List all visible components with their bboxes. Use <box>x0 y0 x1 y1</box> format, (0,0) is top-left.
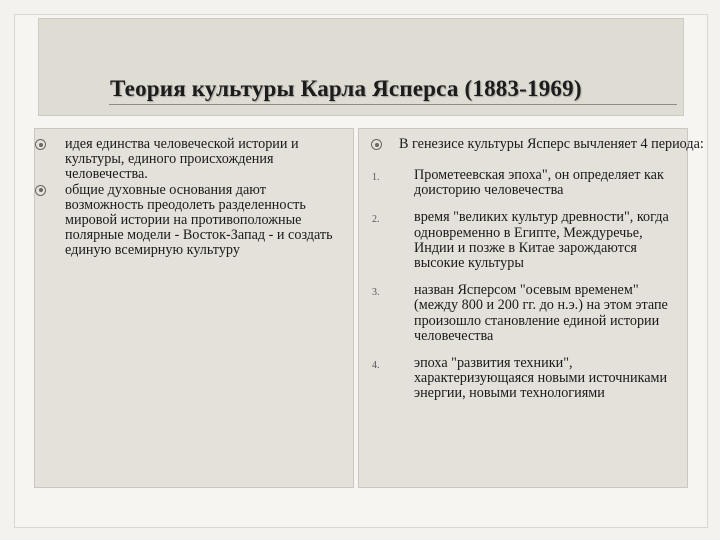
period-text: Прометеевская эпоха", он определяет как доисторию человечества <box>414 167 664 199</box>
right-intro <box>359 137 709 152</box>
bullet-text: идея единства человеческой истории и культуры, единого происхождения человечества. <box>65 136 299 183</box>
bullet-item <box>35 183 335 259</box>
bullet-circle-icon <box>371 139 382 150</box>
title-underline <box>109 104 677 105</box>
slide-title: Теория культуры Карла Ясперса (1883-1969) <box>110 76 582 101</box>
period-number: 1. <box>372 172 380 183</box>
period-text: эпоха "развития техники", характеризующаяся новыми источниками энергии, новыми технологиями <box>414 355 668 402</box>
left-bullet-list <box>35 137 335 259</box>
periods-list <box>359 168 679 402</box>
period-item <box>359 168 679 198</box>
right-column <box>358 128 704 488</box>
period-number: 2. <box>372 214 380 226</box>
period-item <box>359 210 679 271</box>
right-intro-text: В генезисе культуры Ясперс вычленяет 4 периода: <box>399 136 704 152</box>
bullet-text: общие духовные основания дают возможность преодолеть разделенность мировой истории на противоположные полярные модели - Восток-Запад - и создать единую всемирную культуру <box>65 181 333 259</box>
left-column <box>34 128 354 488</box>
period-text: назван Ясперсом "осевым временем" (между 800 и 200 гг. до н.э.) на этом этапе произошло становление единой истории человечества <box>414 282 668 344</box>
bullet-circle-icon <box>35 185 46 196</box>
bullet-circle-icon <box>35 139 46 150</box>
period-text: время "великих культур древности", когда одновременно в Египте, Междуречье, Индии и позже в Китае зарождаются высокие культуры <box>414 209 669 272</box>
period-number: 3. <box>372 287 380 299</box>
bullet-item <box>35 137 335 183</box>
period-item <box>359 356 679 402</box>
period-item <box>359 283 679 344</box>
period-number: 4. <box>372 360 380 372</box>
